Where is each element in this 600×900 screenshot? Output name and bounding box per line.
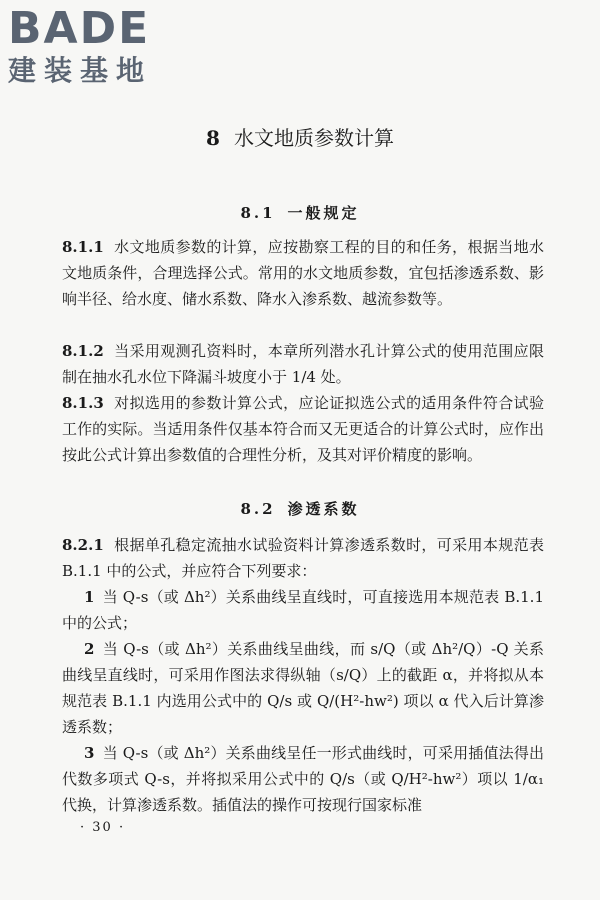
section-number: 8.2: [240, 500, 276, 518]
clause-number: 8.1.3: [62, 394, 104, 412]
clause-8-1-1: [62, 234, 544, 312]
page-number: · 30 ·: [80, 820, 126, 835]
section-heading-8-1: [0, 202, 600, 223]
brand-logo: [8, 4, 152, 88]
section-number: 8.1: [240, 204, 276, 222]
chapter-title: 水文地质参数计算: [233, 126, 394, 150]
clause-8-1-2: [62, 338, 544, 390]
item-number: 2: [84, 640, 95, 658]
clause-number: 8.1.1: [62, 238, 104, 256]
clause-8-1-3: [62, 390, 544, 468]
item-text: 当 Q-s（或 Δh²）关系曲线呈直线时，可直接选用本规范表 B.1.1 中的公式；: [62, 588, 544, 632]
item-number: 1: [84, 588, 95, 606]
clause-text: 根据单孔稳定流抽水试验资料计算渗透系数时，可采用本规范表 B.1.1 中的公式，并应符合下列要求：: [62, 536, 544, 580]
section-title: 渗透系数: [287, 500, 360, 518]
list-item-1: [62, 584, 544, 636]
clause-number: 8.1.2: [62, 342, 104, 360]
clause-text: 水文地质参数的计算，应按勘察工程的目的和任务，根据当地水文地质条件，合理选择公式。常用的水文地质参数，宜包括渗透系数、影响半径、给水度、储水系数、降水入渗系数、越流参数等。: [62, 238, 544, 308]
clause-number: 8.2.1: [62, 536, 104, 554]
logo-subtitle: 建装基地: [8, 54, 153, 87]
section-heading-8-2: [0, 498, 600, 519]
chapter-number: 8: [206, 126, 220, 150]
clause-text: 当采用观测孔资料时，本章所列潜水孔计算公式的使用范围应限制在抽水孔水位下降漏斗坡度小于 1/4 处。: [62, 342, 544, 386]
clause-8-2-1: [62, 532, 544, 584]
clause-text: 对拟选用的参数计算公式，应论证拟选公式的适用条件符合试验工作的实际。当适用条件仅基本符合而又无更适合的计算公式时，应作出按此公式计算出参数值的合理性分析，及其对评价精度的影响。: [62, 394, 544, 464]
item-text: 当 Q-s（或 Δh²）关系曲线呈任一形式曲线时，可采用插值法得出代数多项式 Q-s，并将拟采用公式中的 Q/s（或 Q/H²-hw²）项以 1/α₁ 代换，计算渗透系数。插值法的操作可按现行国家标准: [62, 744, 544, 814]
logo-wordmark: BADE: [8, 3, 151, 54]
section-title: 一般规定: [287, 204, 360, 222]
list-item-3: [62, 740, 544, 818]
item-number: 3: [84, 744, 95, 762]
item-text: 当 Q-s（或 Δh²）关系曲线呈曲线，而 s/Q（或 Δh²/Q）-Q 关系曲线呈直线时，可采用作图法求得纵轴（s/Q）上的截距 α，并将拟从本规范表 B.1.1 内选用公式中的 Q/s 或 Q/(H²-hw²) 项以 α 代入后计算渗透系数；: [62, 640, 544, 736]
list-item-2: [62, 636, 544, 740]
chapter-heading: [0, 122, 600, 151]
